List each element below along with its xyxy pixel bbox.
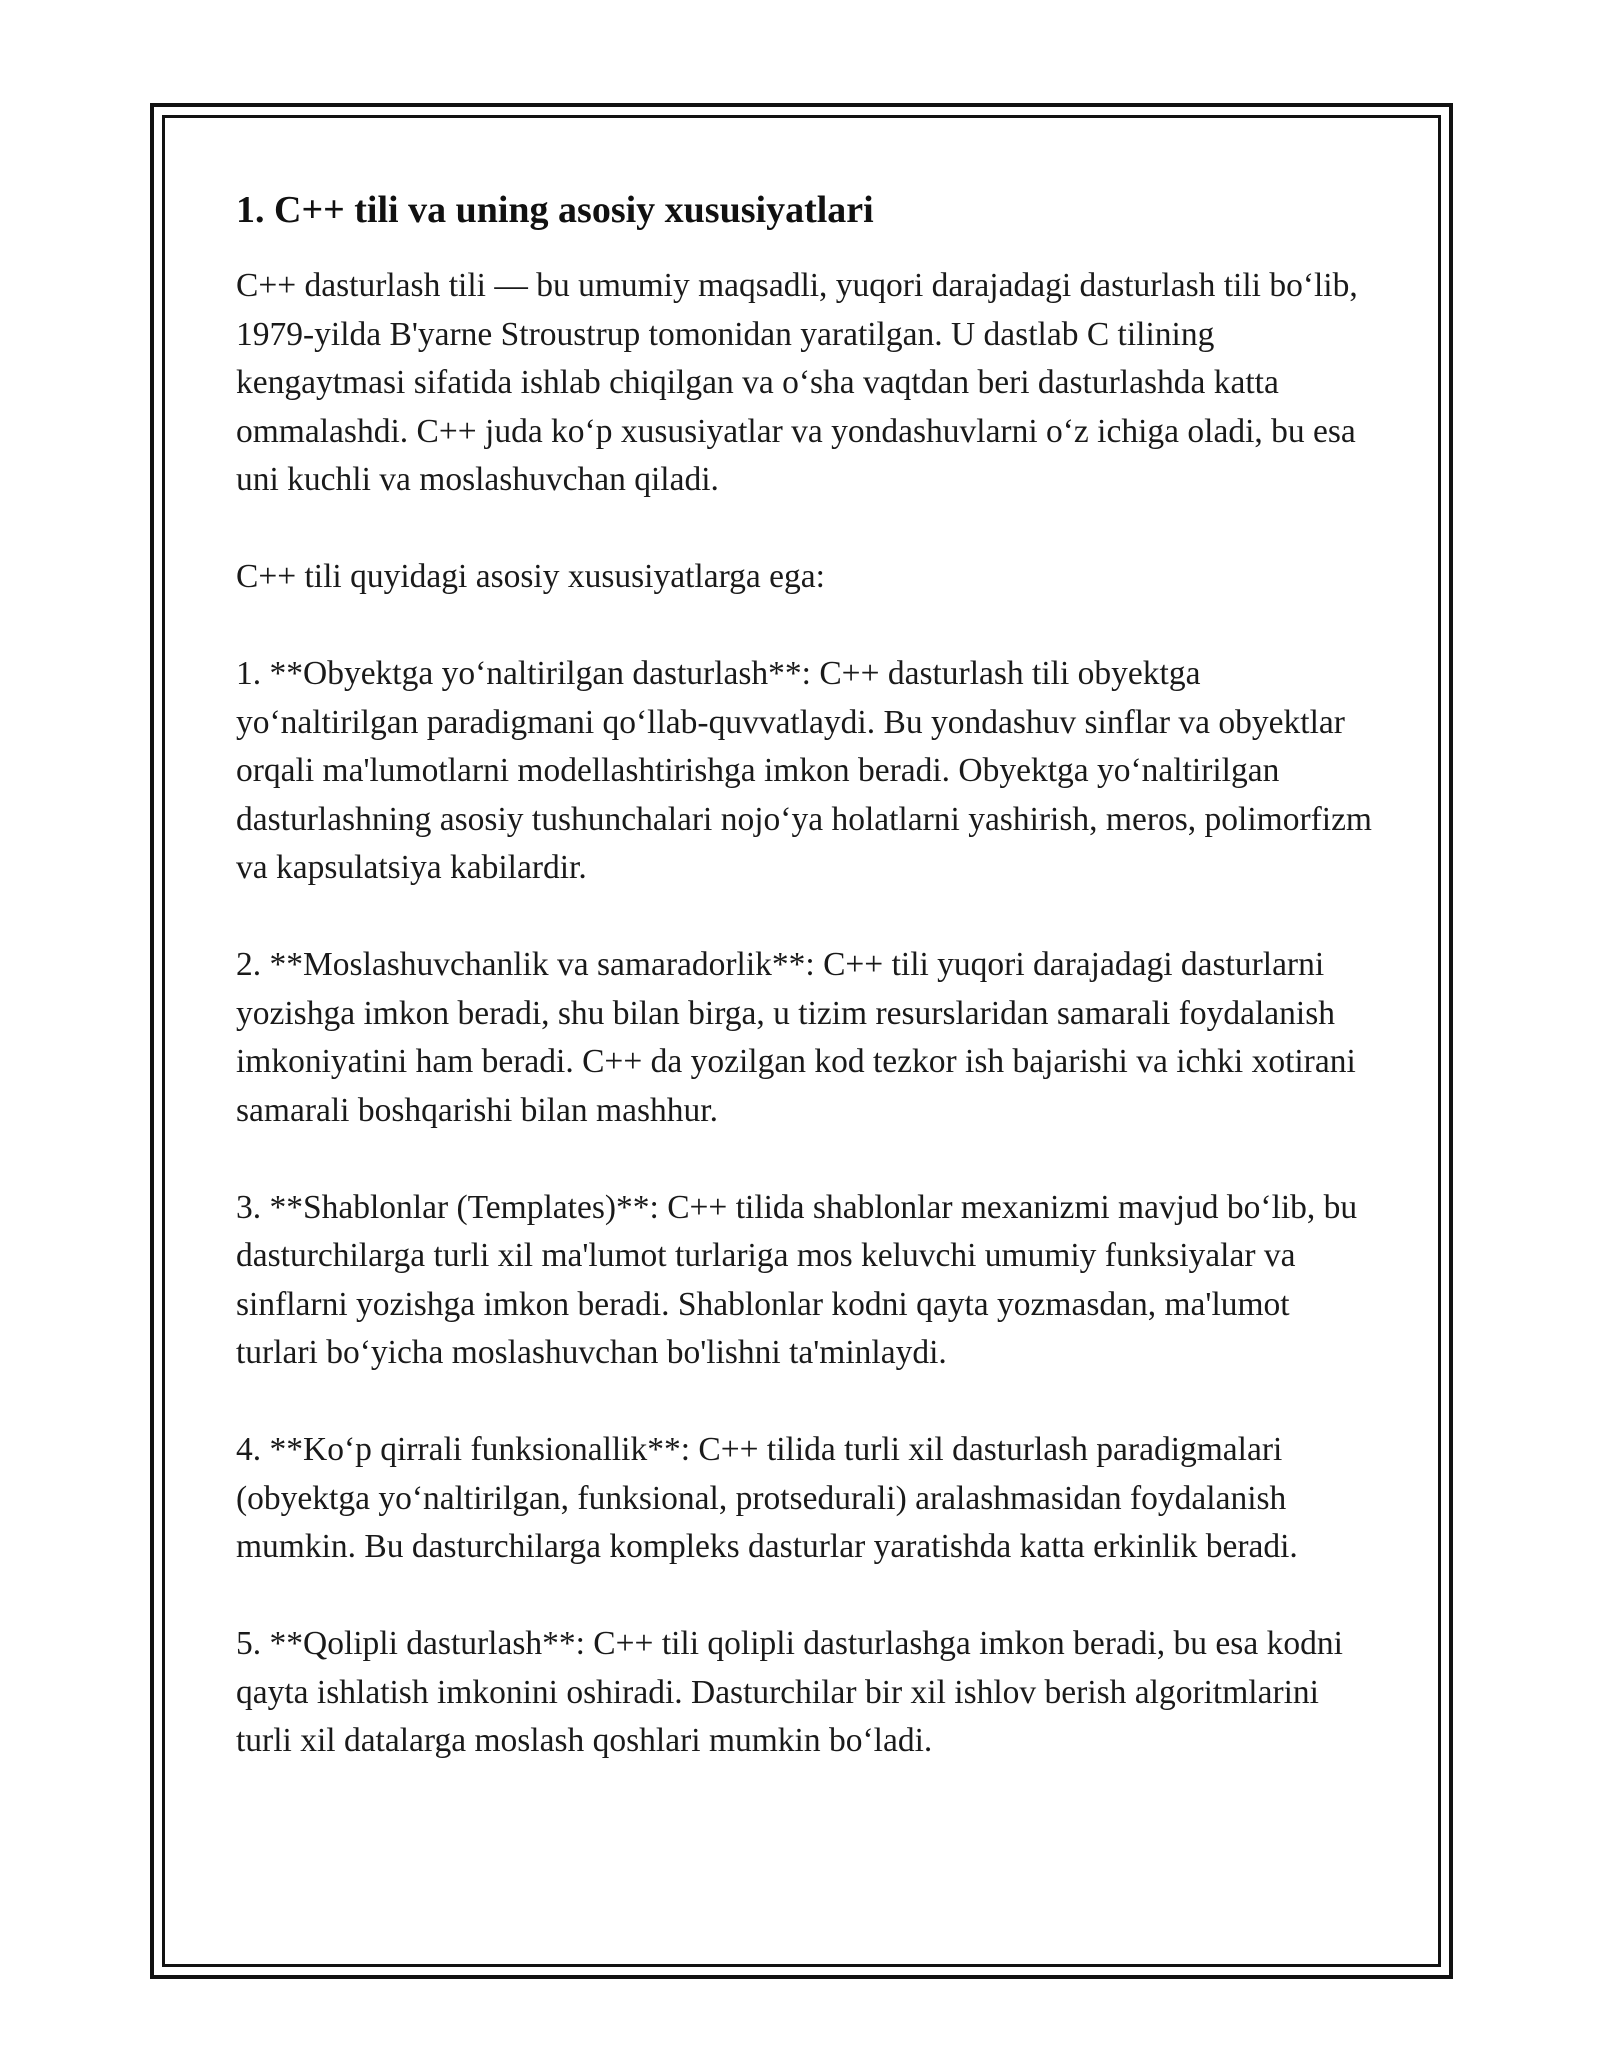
feature-efficiency-paragraph: 2. **Moslashuvchanlik va samaradorlik**: C++ tili yuqori darajadagi dasturlarni yozishga imkon beradi, shu bilan birga, u tizim resurslaridan samarali foydalanish imkoniyatini ham beradi. C++ da yozilgan kod tezkor ish bajarishi va ichki xotirani samarali boshqarishi bilan mashhur. <box>236 946 1356 1129</box>
feature-generic-paragraph: 5. **Qolipli dasturlash**: C++ tili qolipli dasturlashga imkon beradi, bu esa kodni qayta ishlatish imkonini oshiradi. Dasturchilar bir xil ishlov berish algoritmlarini turli xil datalarga moslash qoshlari mumkin bo‘ladi. <box>236 1625 1343 1759</box>
feature-oop-paragraph: 1. **Obyektga yo‘naltirilgan dasturlash**: C++ dasturlash tili obyektga yo‘naltirilgan paradigmani qo‘llab-quvvatlaydi. Bu yondashuv sinflar va obyektlar orqali ma'lumotlarni modellashtirishga imkon beradi. Obyektga yo‘naltirilgan dasturlashning asosiy tushunchalari nojo‘ya holatlarni yashirish, meros, polimorfizm va kapsulatsiya kabilardir. <box>236 655 1372 886</box>
intro-paragraph: C++ dasturlash tili — bu umumiy maqsadli, yuqori darajadagi dasturlash tili bo‘lib, 1979-yilda B'yarne Stroustrup tomonidan yaratilgan. U dastlab C tilining kengaytmasi sifatida ishlab chiqilgan va o‘sha vaqtdan beri dasturlashda katta ommalashdi. C++ juda ko‘p xususiyatlar va yondashuvlarni o‘z ichiga oladi, bu esa uni kuchli va moslashuvchan qiladi. <box>236 267 1358 498</box>
document-title: 1. C++ tili va uning asosiy xususiyatlari <box>236 189 874 231</box>
feature-templates-paragraph: 3. **Shablonlar (Templates)**: C++ tilida shablonlar mexanizmi mavjud bo‘lib, bu dasturchilarga turli xil ma'lumot turlariga mos keluvchi umumiy funksiyalar va sinflarni yozishga imkon beradi. Shablonlar kodni qayta yozmasdan, ma'lumot turlari bo‘yicha moslashuvchan bo'lishni ta'minlaydi. <box>236 1188 1358 1371</box>
document-body <box>236 186 1376 1814</box>
features-lead-paragraph: C++ tili quyidagi asosiy xususiyatlarga ega: <box>236 558 825 595</box>
feature-multiparadigm-paragraph: 4. **Ko‘p qirrali funksionallik**: C++ tilida turli xil dasturlash paradigmalari (obyektga yo‘naltirilgan, funksional, protsedurali) aralashmasidan foydalanish mumkin. Bu dasturchilarga kompleks dasturlar yaratishda katta erkinlik beradi. <box>236 1431 1298 1565</box>
